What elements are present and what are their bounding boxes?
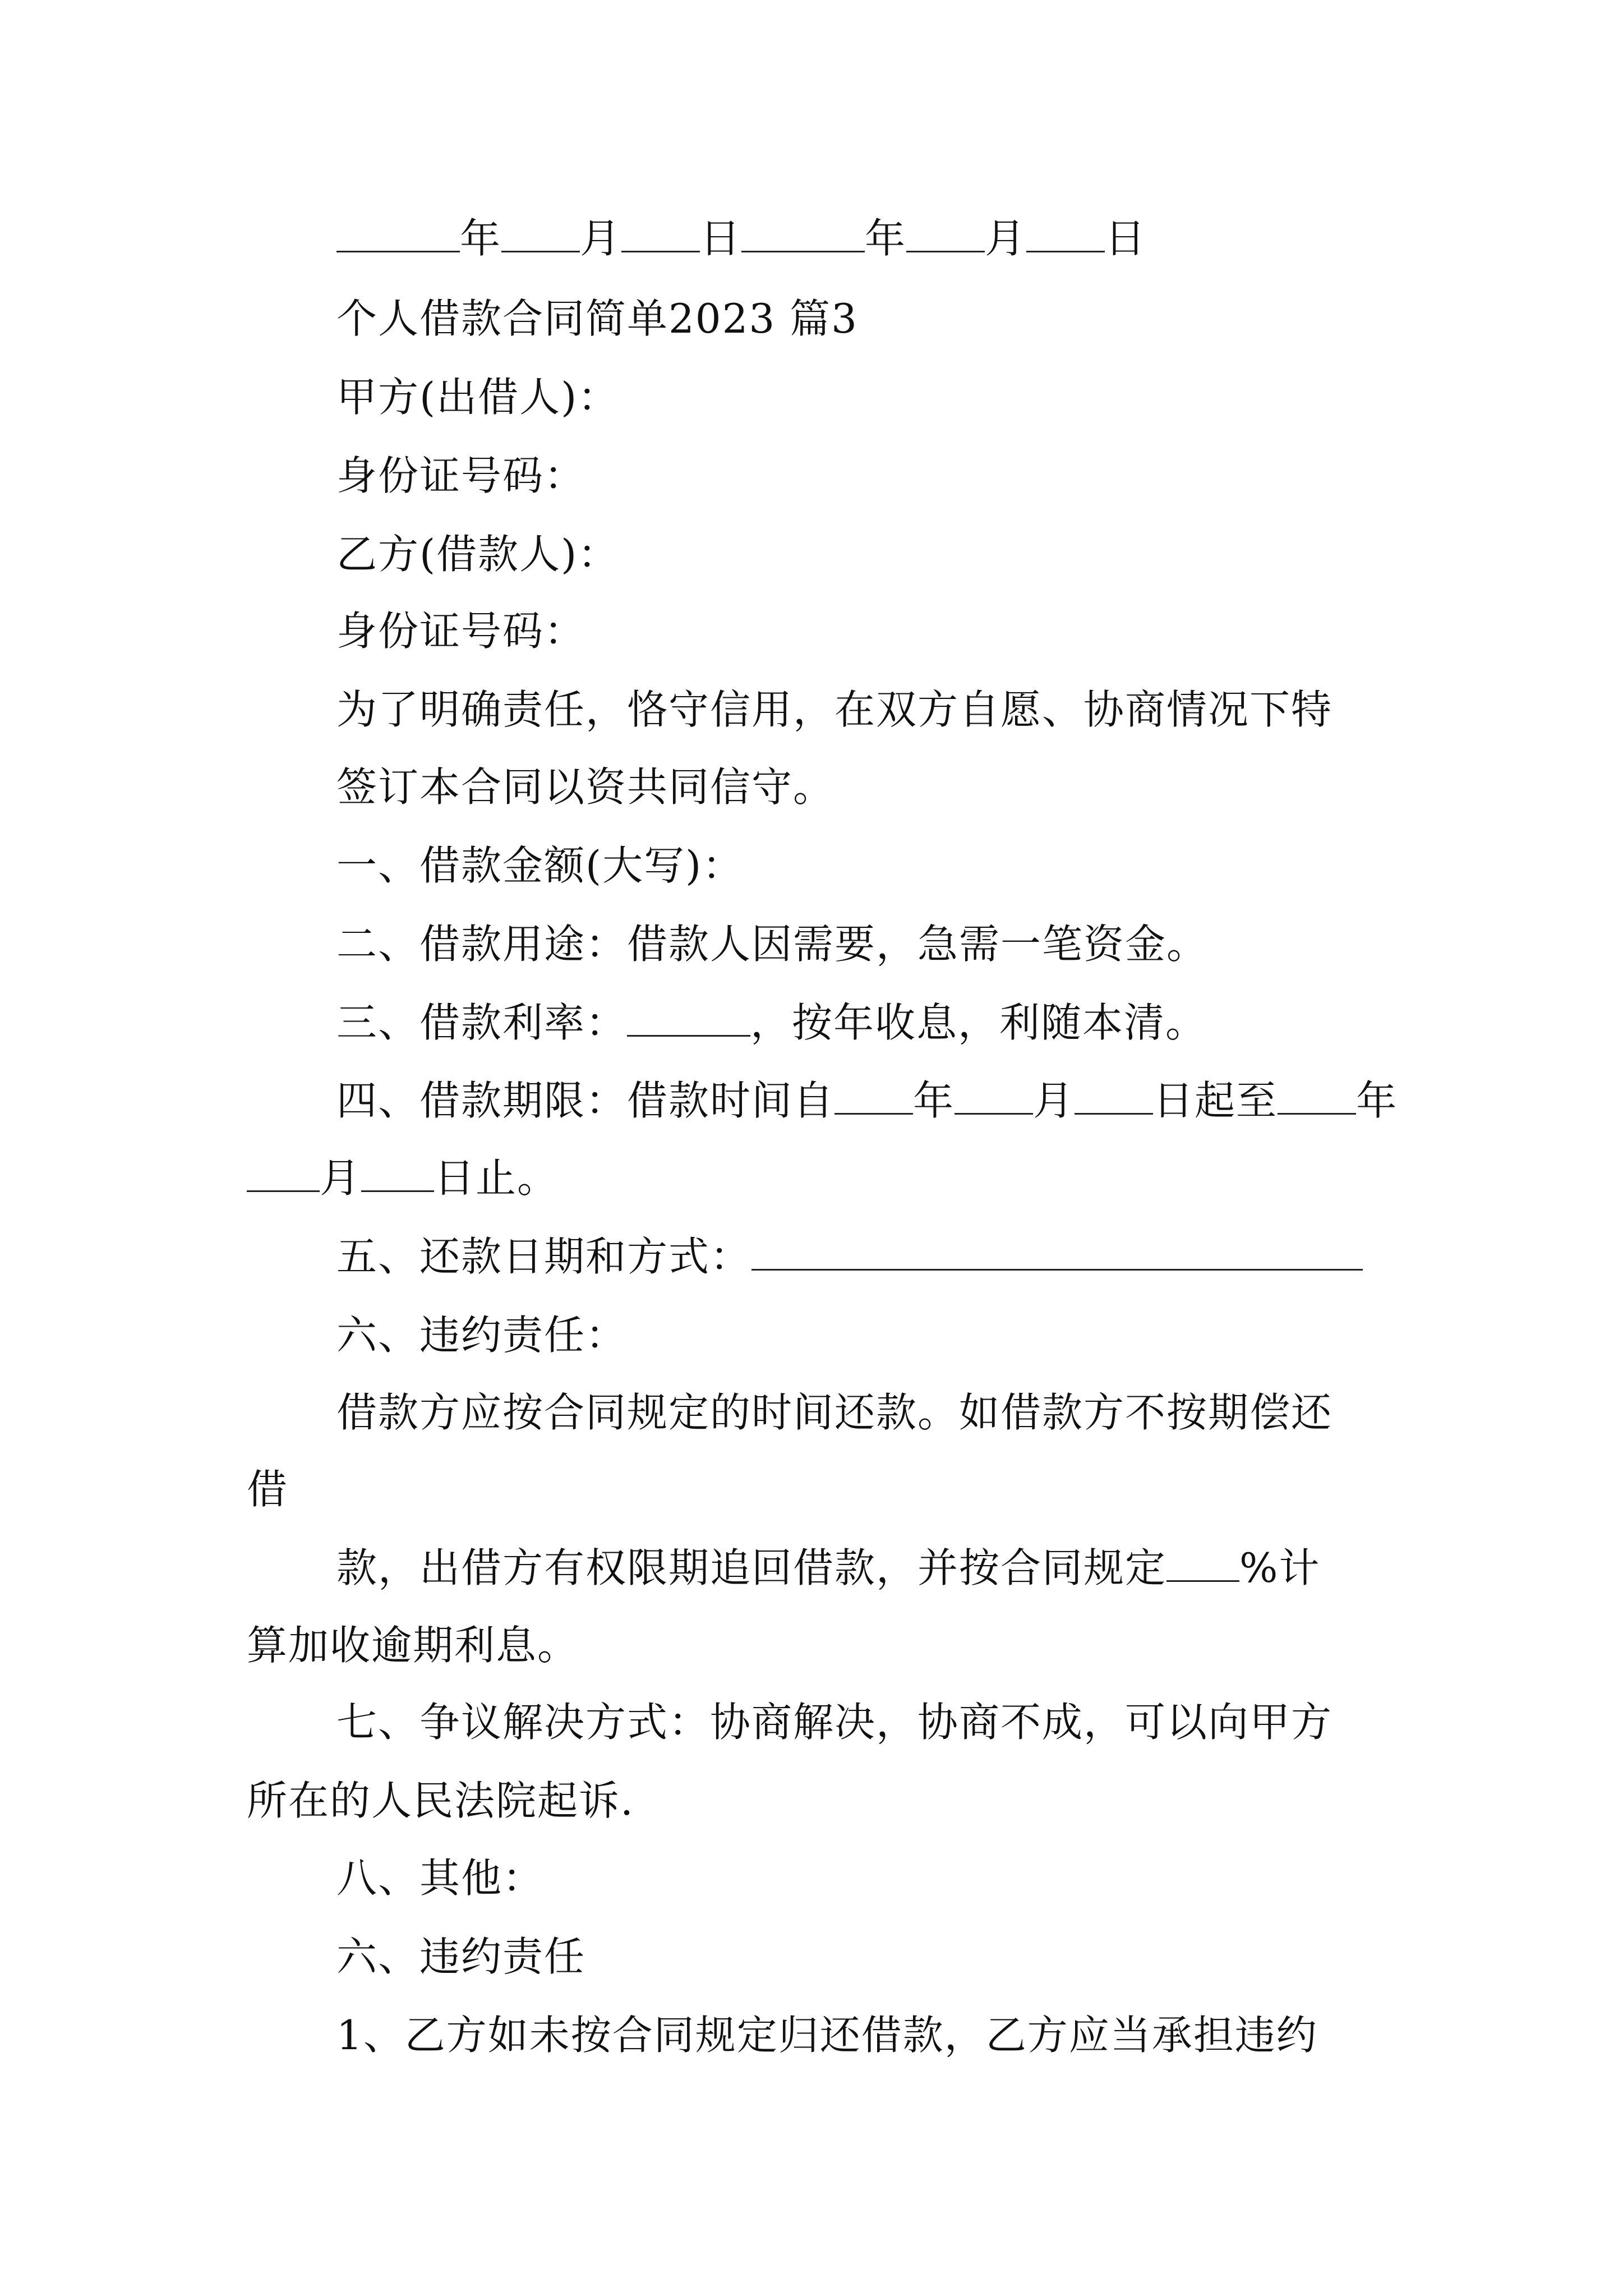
intro-paragraph-line-2: 签订本合同以资共同信守。	[336, 763, 835, 811]
dispute-line-1: 七、争议解决方式：协商解决，协商不成，可以向甲方	[336, 1699, 1333, 1746]
month-label: 月	[320, 1154, 362, 1202]
penalty-line-4: 算加收逾期利息。	[247, 1622, 579, 1669]
penalty-line-3	[336, 1540, 1385, 1596]
blank-month-1	[501, 211, 580, 252]
clause-interest-rate	[336, 995, 1385, 1051]
blank-penalty-percent	[1166, 1541, 1239, 1582]
clause-text: 五、还款日期和方式：	[336, 1233, 752, 1280]
clause-amount: 一、借款金额(大写)：	[336, 842, 744, 889]
blank-year-1	[336, 211, 460, 252]
clause-repayment	[336, 1228, 1385, 1285]
blank-month-2	[906, 211, 985, 252]
borrower-line: 乙方(借款人)：	[336, 531, 620, 578]
blank-end-year	[1278, 1074, 1356, 1115]
lender-line: 甲方(出借人)：	[336, 374, 620, 421]
month-label: 月	[1033, 1077, 1075, 1124]
clause-term-line-2	[247, 1150, 1385, 1206]
lender-id-line: 身份证号码：	[336, 452, 586, 499]
blank-end-day	[361, 1151, 434, 1192]
blank-day-1	[621, 211, 700, 252]
penalty-line-1: 借款方应按合同规定的时间还款。如借款方不按期偿还	[336, 1389, 1333, 1436]
blank-year-2	[741, 211, 865, 252]
dispute-line-2: 所在的人民法院起诉.	[247, 1777, 634, 1824]
intro-paragraph-line-1: 为了明确责任，恪守信用，在双方自愿、协商情况下特	[336, 686, 1333, 733]
blank-day-2	[1026, 211, 1105, 252]
clause-text: 四、借款期限：借款时间自	[336, 1077, 835, 1124]
year-label: 年	[913, 1077, 955, 1124]
penalty-line-2: 借	[247, 1466, 289, 1513]
month-label: 月	[985, 215, 1027, 262]
clause-other: 八、其他：	[336, 1855, 545, 1902]
liability-item-1: 1、乙方如未按合同规定归还借款，乙方应当承担违约	[336, 2012, 1318, 2059]
blank-end-month	[247, 1151, 320, 1192]
blank-start-year	[834, 1074, 913, 1115]
clause-text: %计	[1239, 1544, 1321, 1591]
clause-liability-heading-2: 六、违约责任	[336, 1933, 586, 1980]
day-label: 日	[700, 215, 742, 262]
clause-liability-heading: 六、违约责任：	[336, 1312, 628, 1359]
year-label: 年	[865, 215, 907, 262]
blank-start-month	[955, 1074, 1033, 1115]
clause-text: 款，出借方有权限期追回借款，并按合同规定	[336, 1544, 1167, 1591]
day-label: 日	[1105, 215, 1147, 262]
year-label: 年	[460, 215, 502, 262]
clause-text: 日止。	[434, 1154, 559, 1202]
blank-interest-rate	[627, 996, 750, 1037]
clause-term-line-1	[336, 1073, 1398, 1129]
clause-text: 日起至	[1153, 1077, 1278, 1124]
blank-start-day	[1075, 1074, 1153, 1115]
borrower-id-line: 身份证号码：	[336, 608, 586, 655]
blank-repayment-method	[751, 1230, 1363, 1271]
month-label: 月	[580, 215, 622, 262]
clause-purpose: 二、借款用途：借款人因需要，急需一笔资金。	[336, 921, 1209, 968]
clause-text: ，按年收息，利随本清。	[750, 999, 1207, 1046]
year-label: 年	[1356, 1077, 1398, 1124]
signature-dates-line	[336, 210, 1385, 266]
clause-text: 三、借款利率：	[336, 999, 628, 1046]
section-title: 个人借款合同简单2023 篇3	[336, 295, 858, 342]
